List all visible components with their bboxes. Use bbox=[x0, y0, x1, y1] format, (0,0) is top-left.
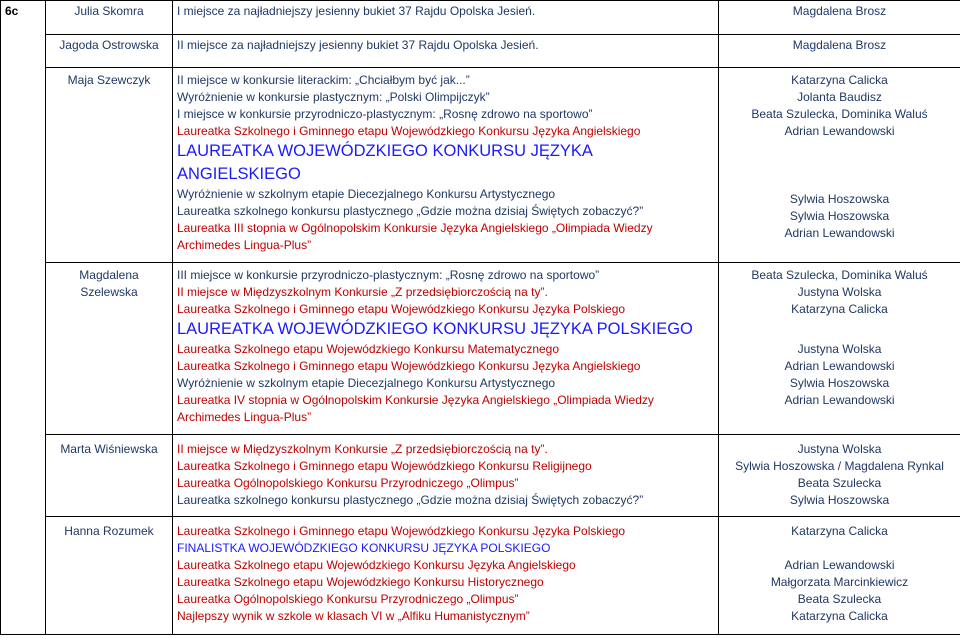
teacher-name: Jolanta Baudisz bbox=[797, 90, 882, 104]
teachers-cell bbox=[719, 517, 960, 635]
student-cell bbox=[46, 1, 173, 35]
achievement-item: Laureatka Szkolnego i Gminnego etapu Wojewódzkiego Konkursu Języka Polskiego bbox=[177, 302, 626, 316]
teacher-name: Magdalena Brosz bbox=[792, 4, 887, 18]
teacher-name: Katarzyna Calicka bbox=[791, 73, 888, 87]
achievement-item: Wyróżnienie w szkolnym etapie Diecezjalnego Konkursu Artystycznego bbox=[177, 376, 556, 390]
achievement-item: II miejsce w konkursie literackim: „Chciałbym być jak...” bbox=[177, 73, 470, 87]
achievement-item: Wyróżnienie w szkolnym etapie Diecezjalnego Konkursu Artystycznego bbox=[177, 187, 556, 201]
student-name: Jagoda Ostrowska bbox=[59, 38, 159, 52]
teacher-name: Beata Szulecka bbox=[797, 592, 882, 606]
teacher-name: Adrian Lewandowski bbox=[784, 393, 895, 407]
achievements-cell bbox=[173, 517, 719, 635]
teacher-name: Sylwia Hoszowska bbox=[789, 493, 890, 507]
achievement-item: Laureatka szkolnego konkursu plastycznego „Gdzie można dzisiaj Świętych zobaczyć?” bbox=[177, 204, 644, 218]
student-name: Maja Szewczyk bbox=[67, 73, 151, 87]
class-cell bbox=[1, 1, 46, 635]
teacher-name: Katarzyna Calicka bbox=[791, 609, 888, 623]
class-label: 6c bbox=[5, 4, 19, 18]
student-cell bbox=[46, 435, 173, 517]
teacher-name: Sylwia Hoszowska bbox=[789, 209, 890, 223]
teacher-name: Beata Szulecka, Dominika Waluś bbox=[751, 107, 928, 121]
teachers-cell bbox=[719, 263, 960, 435]
achievement-item: II miejsce za najładniejszy jesienny bukiet 37 Rajdu Opolska Jesień. bbox=[177, 38, 539, 52]
achievement-item: Laureatka Szkolnego i Gminnego etapu Wojewódzkiego Konkursu Religijnego bbox=[177, 459, 592, 473]
table-row bbox=[1, 435, 960, 517]
student-name: Hanna Rozumek bbox=[64, 524, 154, 538]
teachers-cell bbox=[719, 1, 960, 35]
teacher-gap bbox=[723, 540, 956, 557]
teacher-name: Adrian Lewandowski bbox=[784, 124, 895, 138]
teacher-name: Justyna Wolska bbox=[797, 342, 882, 356]
achievement-headline: LAUREATKA WOJEWÓDZKIEGO KONKURSU JĘZYKA ANGIELSKIEGO bbox=[177, 142, 593, 183]
achievement-item: Laureatka Ogólnopolskiego Konkursu Przyrodniczego „Olimpus” bbox=[177, 476, 519, 490]
teacher-gap bbox=[723, 140, 956, 157]
achievement-item: Najlepszy wynik w szkole w klasach VI w „Alfiku Humanistycznym” bbox=[177, 609, 530, 623]
student-cell bbox=[46, 517, 173, 635]
teacher-name: Sylwia Hoszowska bbox=[789, 376, 890, 390]
teacher-name: Sylwia Hoszowska bbox=[789, 192, 890, 206]
table-row bbox=[1, 35, 960, 68]
achievement-item: Laureatka Szkolnego i Gminnego etapu Wojewódzkiego Konkursu Języka Angielskiego bbox=[177, 124, 641, 138]
table-row bbox=[1, 263, 960, 435]
achievement-item: Laureatka Ogólnopolskiego Konkursu Przyrodniczego „Olimpus” bbox=[177, 592, 519, 606]
achievement-item: Laureatka Szkolnego i Gminnego etapu Wojewódzkiego Konkursu Języka Polskiego bbox=[177, 524, 626, 538]
teacher-name: Justyna Wolska bbox=[797, 285, 882, 299]
achievements-cell bbox=[173, 68, 719, 263]
teacher-name: Adrian Lewandowski bbox=[784, 226, 895, 240]
teacher-name: Małgorzata Marcinkiewicz bbox=[770, 575, 909, 589]
student-name: Marta Wiśniewska bbox=[60, 442, 158, 456]
student-cell bbox=[46, 263, 173, 435]
achievements-cell bbox=[173, 35, 719, 68]
student-name: Magdalena Szelewska bbox=[79, 268, 139, 299]
teacher-gap bbox=[723, 174, 956, 191]
table-row bbox=[1, 68, 960, 263]
achievement-item: Laureatka Szkolnego etapu Wojewódzkiego Konkursu Historycznego bbox=[177, 575, 544, 589]
achievement-headline: LAUREATKA WOJEWÓDZKIEGO KONKURSU JĘZYKA POLSKIEGO bbox=[177, 320, 693, 338]
achievement-item: III miejsce w konkursie przyrodniczo-plastycznym: „Rosnę zdrowo na sportowo” bbox=[177, 268, 600, 282]
teachers-cell bbox=[719, 35, 960, 68]
teacher-gap bbox=[723, 318, 956, 341]
teachers-cell bbox=[719, 435, 960, 517]
awards-table-body bbox=[1, 1, 960, 635]
achievement-item: Laureatka Szkolnego etapu Wojewódzkiego Konkursu Matematycznego bbox=[177, 342, 560, 356]
achievement-item: I miejsce za najładniejszy jesienny bukiet 37 Rajdu Opolska Jesień. bbox=[177, 4, 536, 18]
teacher-name: Sylwia Hoszowska / Magdalena Rynkal bbox=[735, 459, 944, 473]
table-row bbox=[1, 517, 960, 635]
teacher-name: Adrian Lewandowski bbox=[784, 359, 895, 373]
achievement-item: Laureatka Szkolnego i Gminnego etapu Wojewódzkiego Konkursu Języka Angielskiego bbox=[177, 359, 641, 373]
teacher-name: Adrian Lewandowski bbox=[784, 558, 895, 572]
achievement-item: II miejsce w Międzyszkolnym Konkursie „Z przedsiębiorczością na ty”. bbox=[177, 442, 548, 456]
student-cell bbox=[46, 35, 173, 68]
teacher-name: Justyna Wolska bbox=[797, 442, 882, 456]
achievement-item: Wyróżnienie w konkursie plastycznym: „Polski Olimpijczyk” bbox=[177, 90, 490, 104]
achievement-item: II miejsce w Międzyszkolnym Konkursie „Z przedsiębiorczością na ty”. bbox=[177, 285, 548, 299]
student-cell bbox=[46, 68, 173, 263]
achievement-item: Laureatka Szkolnego etapu Wojewódzkiego Konkursu Języka Angielskiego bbox=[177, 558, 576, 572]
achievements-cell bbox=[173, 435, 719, 517]
teacher-name: Magdalena Brosz bbox=[792, 38, 887, 52]
teacher-name: Katarzyna Calicka bbox=[791, 302, 888, 316]
achievement-item: FINALISTKA WOJEWÓDZKIEGO KONKURSU JĘZYKA POLSKIEGO bbox=[177, 541, 551, 555]
achievement-item: Laureatka IV stopnia w Ogólnopolskim Konkursie Języka Angielskiego „Olimpiada Wiedzy Archimedes Lingua-Plus” bbox=[177, 393, 654, 424]
achievement-item: I miejsce w konkursie przyrodniczo-plastycznym: „Rosnę zdrowo na sportowo” bbox=[177, 107, 593, 121]
teacher-gap bbox=[723, 157, 956, 174]
achievements-cell bbox=[173, 263, 719, 435]
table-row bbox=[1, 1, 960, 35]
achievement-item: Laureatka szkolnego konkursu plastycznego „Gdzie można dzisiaj Świętych zobaczyć?” bbox=[177, 493, 644, 507]
teacher-name: Beata Szulecka, Dominika Waluś bbox=[751, 268, 928, 282]
teacher-name: Beata Szulecka bbox=[797, 476, 882, 490]
achievements-cell bbox=[173, 1, 719, 35]
teacher-name: Katarzyna Calicka bbox=[791, 524, 888, 538]
teachers-cell bbox=[719, 68, 960, 263]
student-name: Julia Skomra bbox=[74, 4, 144, 18]
achievement-item: Laureatka III stopnia w Ogólnopolskim Konkursie Języka Angielskiego „Olimpiada Wiedzy Archimedes Lingua-Plus” bbox=[177, 221, 653, 252]
